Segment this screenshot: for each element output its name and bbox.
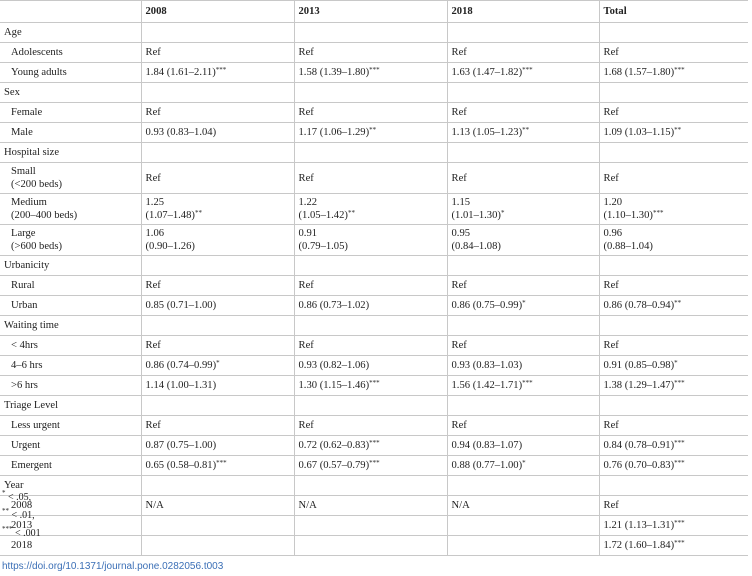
row-label: Triage Level <box>0 396 141 416</box>
significance-mark: *** <box>369 439 380 447</box>
significance-mark: * <box>522 299 526 307</box>
table-cell: 1.13 (1.05–1.23)** <box>447 123 599 143</box>
table-cell: Ref <box>599 103 748 123</box>
table-cell <box>447 316 599 336</box>
significance-mark: ** <box>674 126 682 134</box>
row-label: Hospital size <box>0 143 141 163</box>
table-cell <box>294 536 447 556</box>
table-cell: 1.56 (1.42–1.71)*** <box>447 376 599 396</box>
table-cell: 1.63 (1.47–1.82)*** <box>447 63 599 83</box>
table-cell: 1.17 (1.06–1.29)** <box>294 123 447 143</box>
table-cell: 0.93 (0.82–1.06) <box>294 356 447 376</box>
table-cell: 0.86 (0.75–0.99)* <box>447 296 599 316</box>
table-cell: 0.93 (0.83–1.04) <box>141 123 294 143</box>
table-cell: 1.15 (1.01–1.30)* <box>447 194 599 225</box>
table-cell: 0.72 (0.62–0.83)*** <box>294 436 447 456</box>
table-cell <box>294 143 447 163</box>
table-cell: 0.96 (0.88–1.04) <box>599 225 748 256</box>
significance-mark: *** <box>674 519 685 527</box>
table-cell <box>294 396 447 416</box>
table-cell: Ref <box>294 103 447 123</box>
table-cell: 0.65 (0.58–0.81)*** <box>141 456 294 476</box>
row-label: Female <box>0 103 141 123</box>
row-label: < 4hrs <box>0 336 141 356</box>
table-cell: 1.38 (1.29–1.47)*** <box>599 376 748 396</box>
table-cell <box>447 143 599 163</box>
table-cell <box>141 256 294 276</box>
footnote-mark: *** <box>2 525 13 533</box>
table-cell <box>141 23 294 43</box>
row-label: Less urgent <box>0 416 141 436</box>
table-cell: 0.86 (0.78–0.94)** <box>599 296 748 316</box>
footnote-3 <box>2 525 41 543</box>
header-cell-total: Total <box>599 1 748 23</box>
row-label: Age <box>0 23 141 43</box>
table-cell <box>599 476 748 496</box>
table-cell <box>447 23 599 43</box>
table-cell <box>447 516 599 536</box>
row-label: 2008 <box>0 496 141 516</box>
table-cell <box>294 83 447 103</box>
significance-mark: *** <box>369 459 380 467</box>
table-row <box>0 163 748 194</box>
table-cell: Ref <box>141 103 294 123</box>
footnote-mark: * <box>2 489 6 497</box>
table-row <box>0 336 748 356</box>
row-label: Waiting time <box>0 316 141 336</box>
table-cell: Ref <box>599 43 748 63</box>
header-row <box>0 1 748 23</box>
table-cell: Ref <box>141 416 294 436</box>
significance-mark: *** <box>674 379 685 387</box>
table-row <box>0 536 748 556</box>
table-cell: Ref <box>447 163 599 194</box>
row-label: >6 hrs <box>0 376 141 396</box>
table-cell: Ref <box>141 43 294 63</box>
table-row <box>0 376 748 396</box>
row-label: 2013 <box>0 516 141 536</box>
table-cell: 1.30 (1.15–1.46)*** <box>294 376 447 396</box>
table-cell <box>141 476 294 496</box>
header-cell-2008: 2008 <box>141 1 294 23</box>
header-cell-label <box>0 1 141 23</box>
table-cell: 1.58 (1.39–1.80)*** <box>294 63 447 83</box>
table-cell: Ref <box>599 163 748 194</box>
table-cell <box>599 316 748 336</box>
footnote-text: < .001 <box>12 528 41 539</box>
table-cell: Ref <box>141 336 294 356</box>
table-cell: Ref <box>447 276 599 296</box>
row-label: Year <box>0 476 141 496</box>
table-cell <box>294 476 447 496</box>
row-label: 4–6 hrs <box>0 356 141 376</box>
table-body <box>0 23 748 556</box>
significance-mark: * <box>500 209 505 217</box>
table-row <box>0 123 748 143</box>
row-label: Small (<200 beds) <box>0 163 141 194</box>
table-cell: 0.91 (0.79–1.05) <box>294 225 447 256</box>
table-cell: Ref <box>141 163 294 194</box>
table-cell: 1.25 (1.07–1.48)** <box>141 194 294 225</box>
table-cell <box>447 256 599 276</box>
table-cell <box>141 516 294 536</box>
table-cell: 0.87 (0.75–1.00) <box>141 436 294 456</box>
table-row <box>0 296 748 316</box>
significance-mark: *** <box>674 539 685 547</box>
row-label: 2018 <box>0 536 141 556</box>
significance-mark: *** <box>674 459 685 467</box>
significance-mark: *** <box>369 66 380 74</box>
table-cell: 0.67 (0.57–0.79)*** <box>294 456 447 476</box>
group-header-row <box>0 23 748 43</box>
table-cell: N/A <box>141 496 294 516</box>
table-row <box>0 43 748 63</box>
significance-mark: *** <box>216 459 227 467</box>
group-header-row <box>0 143 748 163</box>
significance-mark: ** <box>369 126 377 134</box>
table-row <box>0 496 748 516</box>
table-cell <box>599 23 748 43</box>
table-row <box>0 225 748 256</box>
significance-mark: *** <box>674 439 685 447</box>
table-cell: 0.94 (0.83–1.07) <box>447 436 599 456</box>
table-cell: Ref <box>294 163 447 194</box>
significance-mark: ** <box>522 126 530 134</box>
table-cell: 1.06 (0.90–1.26) <box>141 225 294 256</box>
significance-mark: * <box>674 359 678 367</box>
significance-mark: *** <box>369 379 380 387</box>
significance-mark: ** <box>194 209 202 217</box>
table-cell: Ref <box>447 336 599 356</box>
table-cell: 0.86 (0.73–1.02) <box>294 296 447 316</box>
table-cell <box>599 143 748 163</box>
row-label: Large (>600 beds) <box>0 225 141 256</box>
table-cell <box>141 536 294 556</box>
table-row <box>0 276 748 296</box>
table-cell: 0.95 (0.84–1.08) <box>447 225 599 256</box>
table-cell <box>294 316 447 336</box>
table-cell: Ref <box>447 43 599 63</box>
significance-mark: *** <box>215 66 227 74</box>
table-cell: Ref <box>599 276 748 296</box>
table-cell: 0.93 (0.83–1.03) <box>447 356 599 376</box>
table-cell: 1.09 (1.03–1.15)** <box>599 123 748 143</box>
significance-mark: * <box>216 359 220 367</box>
significance-mark: *** <box>652 209 664 217</box>
row-label: Sex <box>0 83 141 103</box>
row-label: Urbanicity <box>0 256 141 276</box>
table-cell <box>447 83 599 103</box>
table-cell: 0.85 (0.71–1.00) <box>141 296 294 316</box>
table-cell: Ref <box>447 103 599 123</box>
table-cell <box>294 23 447 43</box>
table-row <box>0 194 748 225</box>
table-cell: Ref <box>447 416 599 436</box>
table-cell <box>599 396 748 416</box>
table-cell <box>447 476 599 496</box>
group-header-row <box>0 476 748 496</box>
table-cell: Ref <box>294 276 447 296</box>
table-cell: 1.68 (1.57–1.80)*** <box>599 63 748 83</box>
doi-link[interactable]: https://doi.org/10.1371/journal.pone.0282056.t003 <box>2 561 224 572</box>
row-label: Adolescents <box>0 43 141 63</box>
table-cell: 1.22 (1.05–1.42)** <box>294 194 447 225</box>
table-cell <box>294 256 447 276</box>
table-cell: 1.21 (1.13–1.31)*** <box>599 516 748 536</box>
table-cell: 0.91 (0.85–0.98)* <box>599 356 748 376</box>
table-cell: Ref <box>599 336 748 356</box>
table-row <box>0 63 748 83</box>
table-cell: 0.88 (0.77–1.00)* <box>447 456 599 476</box>
table-cell <box>447 536 599 556</box>
group-header-row <box>0 256 748 276</box>
footnote-mark: ** <box>2 507 9 515</box>
group-header-row <box>0 83 748 103</box>
table-cell <box>447 396 599 416</box>
significance-mark: ** <box>347 209 355 217</box>
table-cell: 0.84 (0.78–0.91)*** <box>599 436 748 456</box>
table-cell <box>141 396 294 416</box>
row-label: Medium (200–400 beds) <box>0 194 141 225</box>
row-label: Urgent <box>0 436 141 456</box>
footnote-1 <box>2 489 41 507</box>
row-label: Emergent <box>0 456 141 476</box>
group-header-row <box>0 316 748 336</box>
table-cell: Ref <box>599 416 748 436</box>
table-cell: N/A <box>294 496 447 516</box>
divider <box>0 555 748 556</box>
significance-mark: *** <box>522 66 533 74</box>
table-cell: Ref <box>294 336 447 356</box>
footnotes <box>2 489 41 543</box>
table-row <box>0 436 748 456</box>
table-cell: 1.20 (1.10–1.30)*** <box>599 194 748 225</box>
table-cell: 0.86 (0.74–0.99)* <box>141 356 294 376</box>
table-cell: 1.84 (1.61–2.11)*** <box>141 63 294 83</box>
table-cell <box>141 143 294 163</box>
table-cell <box>599 83 748 103</box>
table-cell: 1.72 (1.60–1.84)*** <box>599 536 748 556</box>
table-row <box>0 416 748 436</box>
table-cell: Ref <box>294 43 447 63</box>
table-cell <box>294 516 447 536</box>
row-label: Urban <box>0 296 141 316</box>
row-label: Rural <box>0 276 141 296</box>
footnote-text: < .05, <box>5 492 32 503</box>
table-cell: Ref <box>294 416 447 436</box>
header-cell-2013: 2013 <box>294 1 447 23</box>
table-cell: N/A <box>447 496 599 516</box>
table-cell: Ref <box>141 276 294 296</box>
group-header-row <box>0 396 748 416</box>
table-cell <box>599 256 748 276</box>
footnote-2 <box>2 507 41 525</box>
table-cell: 0.76 (0.70–0.83)*** <box>599 456 748 476</box>
footnote-text: < .01, <box>9 510 35 521</box>
header-cell-2018: 2018 <box>447 1 599 23</box>
significance-mark: *** <box>674 66 685 74</box>
significance-mark: * <box>522 459 526 467</box>
table-row <box>0 356 748 376</box>
table-row <box>0 456 748 476</box>
row-label: Young adults <box>0 63 141 83</box>
table-cell <box>141 316 294 336</box>
significance-mark: ** <box>674 299 682 307</box>
table-row <box>0 516 748 536</box>
table-cell <box>141 83 294 103</box>
table-row <box>0 103 748 123</box>
table-cell: Ref <box>599 496 748 516</box>
significance-mark: *** <box>522 379 533 387</box>
row-label: Male <box>0 123 141 143</box>
table-cell: 1.14 (1.00–1.31) <box>141 376 294 396</box>
